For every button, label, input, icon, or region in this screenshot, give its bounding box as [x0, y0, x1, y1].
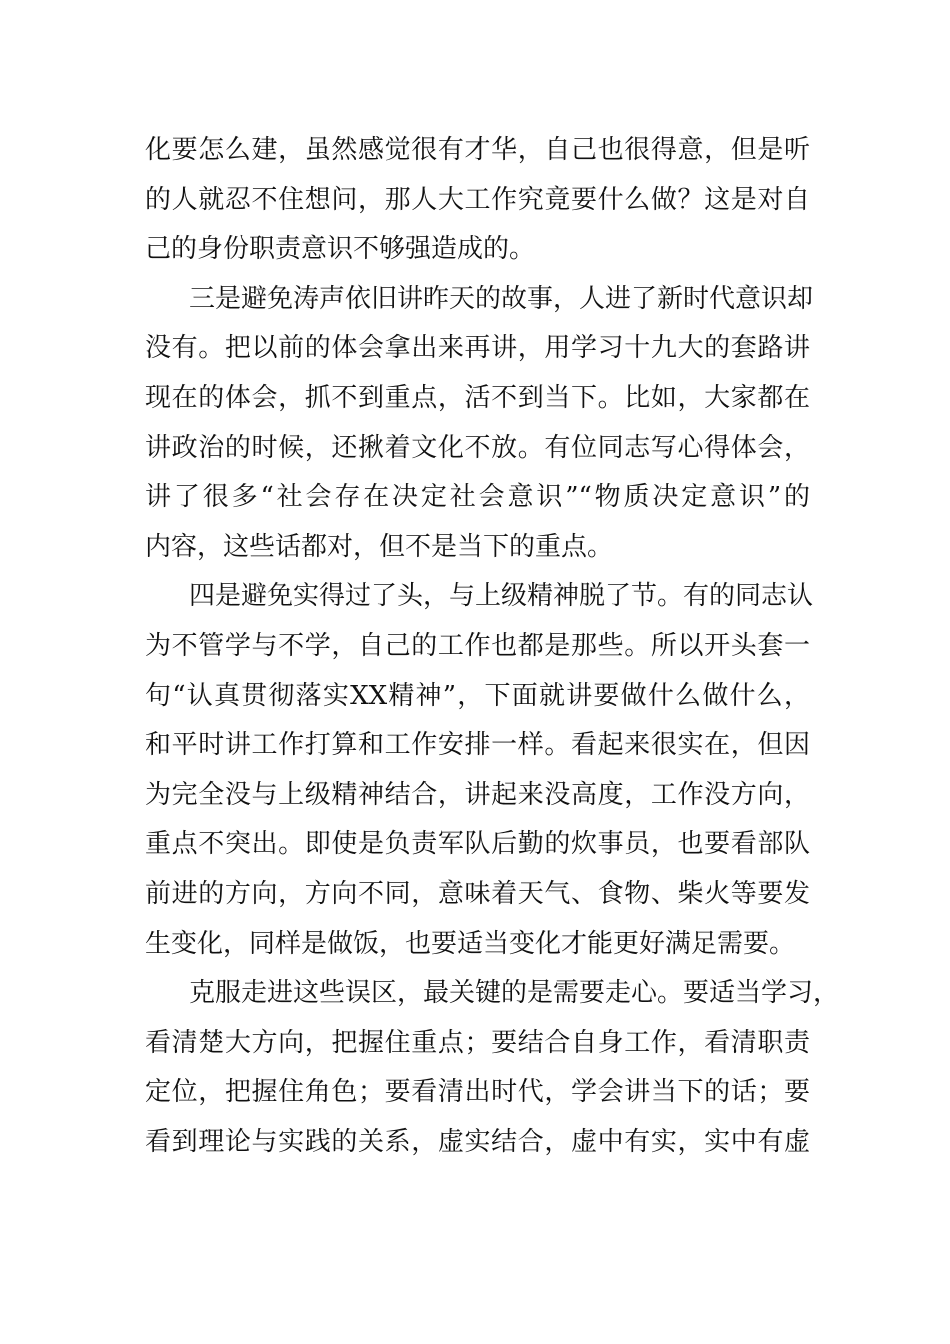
text-line: 为不管学与不学，自己的工作也都是那些。所以开头套一	[145, 630, 810, 661]
text-line: 前进的方向，方向不同，意味着天气、食物、柴火等要发	[145, 878, 810, 909]
text-line: 定位，把握住角色；要看清出时代，学会讲当下的话；要	[145, 1077, 810, 1108]
text-line: 己的身份职责意识不够强造成的。	[145, 234, 536, 265]
text-line: 看到理论与实践的关系，虚实结合，虚中有实，实中有虚	[145, 1126, 810, 1157]
text-line: 为完全没与上级精神结合，讲起来没高度，工作没方向，	[145, 779, 810, 810]
paragraph-1	[145, 126, 810, 275]
paragraph-4	[145, 969, 840, 1167]
text-line: 现在的体会，抓不到重点，活不到当下。比如，大家都在	[145, 382, 810, 413]
text-line: 句“认真贯彻落实XX精神”，下面就讲要做什么做什么，	[145, 680, 810, 711]
text-line: 生变化，同样是做饭，也要适当变化才能更好满足需要。	[145, 928, 796, 959]
text-line: 讲政治的时候，还揪着文化不放。有位同志写心得体会，	[145, 432, 810, 463]
text-line: 三是避免涛声依旧讲昨天的故事，人进了新时代意识却	[189, 283, 814, 314]
text-line: 看清楚大方向，把握住重点；要结合自身工作，看清职责	[145, 1027, 810, 1058]
paragraph-2	[145, 275, 814, 573]
text-line: 化要怎么建，虽然感觉很有才华，自己也很得意，但是听	[145, 135, 810, 165]
document-body	[145, 126, 840, 1167]
text-line: 讲了很多“社会存在决定社会意识”“物质决定意识”的	[145, 482, 810, 513]
text-line: 和平时讲工作打算和工作安排一样。看起来很实在，但因	[145, 730, 810, 761]
text-line: 内容，这些话都对，但不是当下的重点。	[145, 531, 614, 562]
text-line: 四是避免实得过了头，与上级精神脱了节。有的同志认	[189, 581, 814, 612]
text-line: 没有。把以前的体会拿出来再讲，用学习十九大的套路讲	[145, 333, 810, 364]
paragraph-3	[145, 572, 814, 969]
text-line: 克服走进这些误区，最关键的是需要走心。要适当学习，	[189, 978, 840, 1009]
text-line: 重点不突出。即使是负责军队后勤的炊事员，也要看部队	[145, 829, 810, 860]
text-line: 的人就忍不住想问，那人大工作究竟要什么做？这是对自	[145, 184, 810, 215]
